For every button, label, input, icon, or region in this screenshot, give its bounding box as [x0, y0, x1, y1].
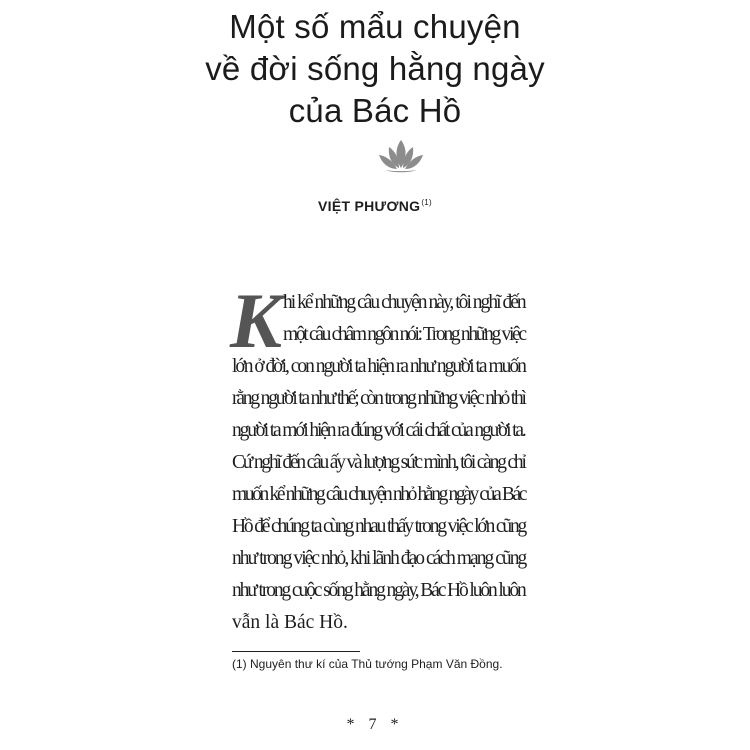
body-line-8: Hồ để chúng ta cùng nhau thấy trong việc lớn cũng [232, 516, 526, 537]
body-line-11: vẫn là Bác Hồ. [232, 612, 348, 633]
body-line-1: hi kể những câu chuyện này, tôi nghĩ đến [283, 292, 525, 313]
page-number: * 7 * [346, 716, 404, 733]
drop-cap: K [230, 277, 283, 364]
footnote-divider [232, 651, 360, 652]
chapter-title-line-3: của Bác Hồ [288, 92, 462, 129]
author-footnote-ref: (1) [421, 198, 432, 207]
author-name: VIỆT PHƯƠNG [318, 198, 421, 214]
chapter-title-line-1: Một số mẩu chuyện [229, 8, 521, 45]
chapter-title [0, 6, 750, 132]
body-line-3: lớn ở đời, con người ta hiện ra như người ta muốn [232, 356, 525, 377]
footnote: (1) Nguyên thư kí của Thủ tướng Phạm Văn Đồng. [232, 657, 503, 671]
author-byline [0, 198, 750, 214]
body-line-6: Cứ nghĩ đến câu ấy và lượng sức mình, tôi càng chỉ [232, 452, 525, 473]
lotus-icon [377, 138, 425, 174]
body-line-10: như trong cuộc sống hằng ngày, Bác Hồ luôn luôn [232, 580, 525, 601]
body-line-4: rằng người ta như thế; còn trong những việc nhỏ thì [232, 388, 525, 409]
body-line-5: người ta mới hiện ra đúng với cái chất của người ta. [232, 420, 525, 441]
body-line-9: như trong việc nhỏ, khi lãnh đạo cách mạng cũng [232, 548, 526, 569]
body-line-2: một câu châm ngôn nói: Trong những việc [283, 324, 525, 345]
body-line-7: muốn kể những câu chuyện nhỏ hằng ngày của Bác [232, 484, 526, 505]
chapter-title-line-2: về đời sống hằng ngày [205, 50, 545, 87]
